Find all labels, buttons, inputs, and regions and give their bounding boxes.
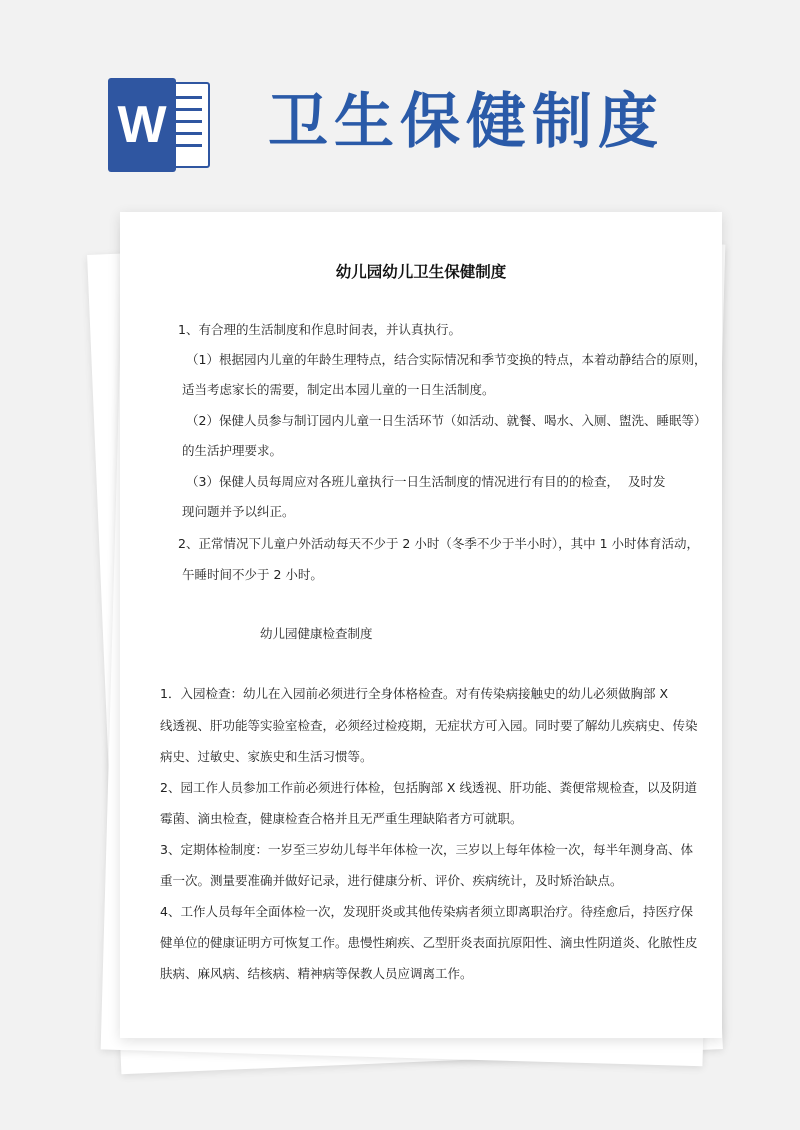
page-title: 卫生保健制度 [268,87,664,157]
paragraph-line: 2、正常情况下儿童户外活动每天不少于 2 小时（冬季不少于半小时），其中 1 小时体育活动， [178,536,700,551]
paragraph-line: 做胸部 X [618,686,669,701]
word-icon-tile [108,78,176,172]
template-header [0,0,800,210]
section-subtitle: 幼儿园健康检查制度 [260,626,373,641]
paragraph-line: 健单位的健康证明方可恢复工作。患慢性痢疾、乙型肝炎表面抗原阳性、滴虫性阴道炎、化脓性皮 [160,935,698,950]
paragraph-line: 霉菌、滴虫检查，健康检查合格并且无严重生理缺陷者方可就职。 [160,811,523,826]
paragraph-line: （1）根据园内儿童的年龄生理特点，结合实际情况和季节变换的特点，本着动静结合的原则， [186,352,707,367]
paragraph-line: 现问题并予以纠正。 [182,504,295,519]
paragraph-line: 1、有合理的生活制度和作息时间表，并认真执行。 [178,322,461,337]
document-title: 幼儿园幼儿卫生保健制度 [335,263,507,281]
paragraph-line: 肤病、麻风病、结核病、精神病等保教人员应调离工作。 [160,966,473,981]
paragraph-line: 线透视、肝功能等实验室检查，必须经过检疫期，无症状方可入园。同时要了解幼儿疾病史、传染 [160,718,698,733]
paragraph-line: 午睡时间不少于 2 小时。 [182,567,323,582]
document-body [120,212,722,1038]
paragraph-line: （3）保健人员每周应对各班儿童执行一日生活制度的情况进行有目的的检查， [186,474,619,489]
paragraph-line: 4、工作人员每年全面体检一次，发现肝炎或其他传染病者须立即离职治疗。待痊愈后，持医疗保 [160,904,693,919]
paragraph-line: 1．入园检查：幼儿在入园前必须进行全身体格检查。对有传染病接触史的幼儿必须 [160,686,618,701]
word-icon-letter: W [117,96,167,154]
paragraph-line: 重一次。测量要准确并做好记录，进行健康分析、评价、疾病统计，及时矫治缺点。 [160,873,623,888]
paragraph-line: 的生活护理要求。 [182,443,283,458]
paragraph-line: 2、园工作人员参加工作前必须进行体检，包括胸部 X 线透视、肝功能、粪便常规检查，以及阴道 [160,780,697,795]
paragraph-line: 3、定期体检制度：一岁至三岁幼儿每半年体检一次，三岁以上每年体检一次，每半年测身高、体 [160,842,693,857]
word-icon [108,78,212,172]
paragraph-line: 及时发 [628,474,666,489]
document-page [120,212,722,1038]
paragraph-line: 病史、过敏史、家族史和生活习惯等。 [160,749,373,764]
paragraph-line: （2）保健人员参与制订园内儿童一日生活环节（如活动、就餐、喝水、入厕、盥洗、睡眠等） [186,413,707,428]
paragraph-line: 适当考虑家长的需要，制定出本园儿童的一日生活制度。 [182,382,495,397]
